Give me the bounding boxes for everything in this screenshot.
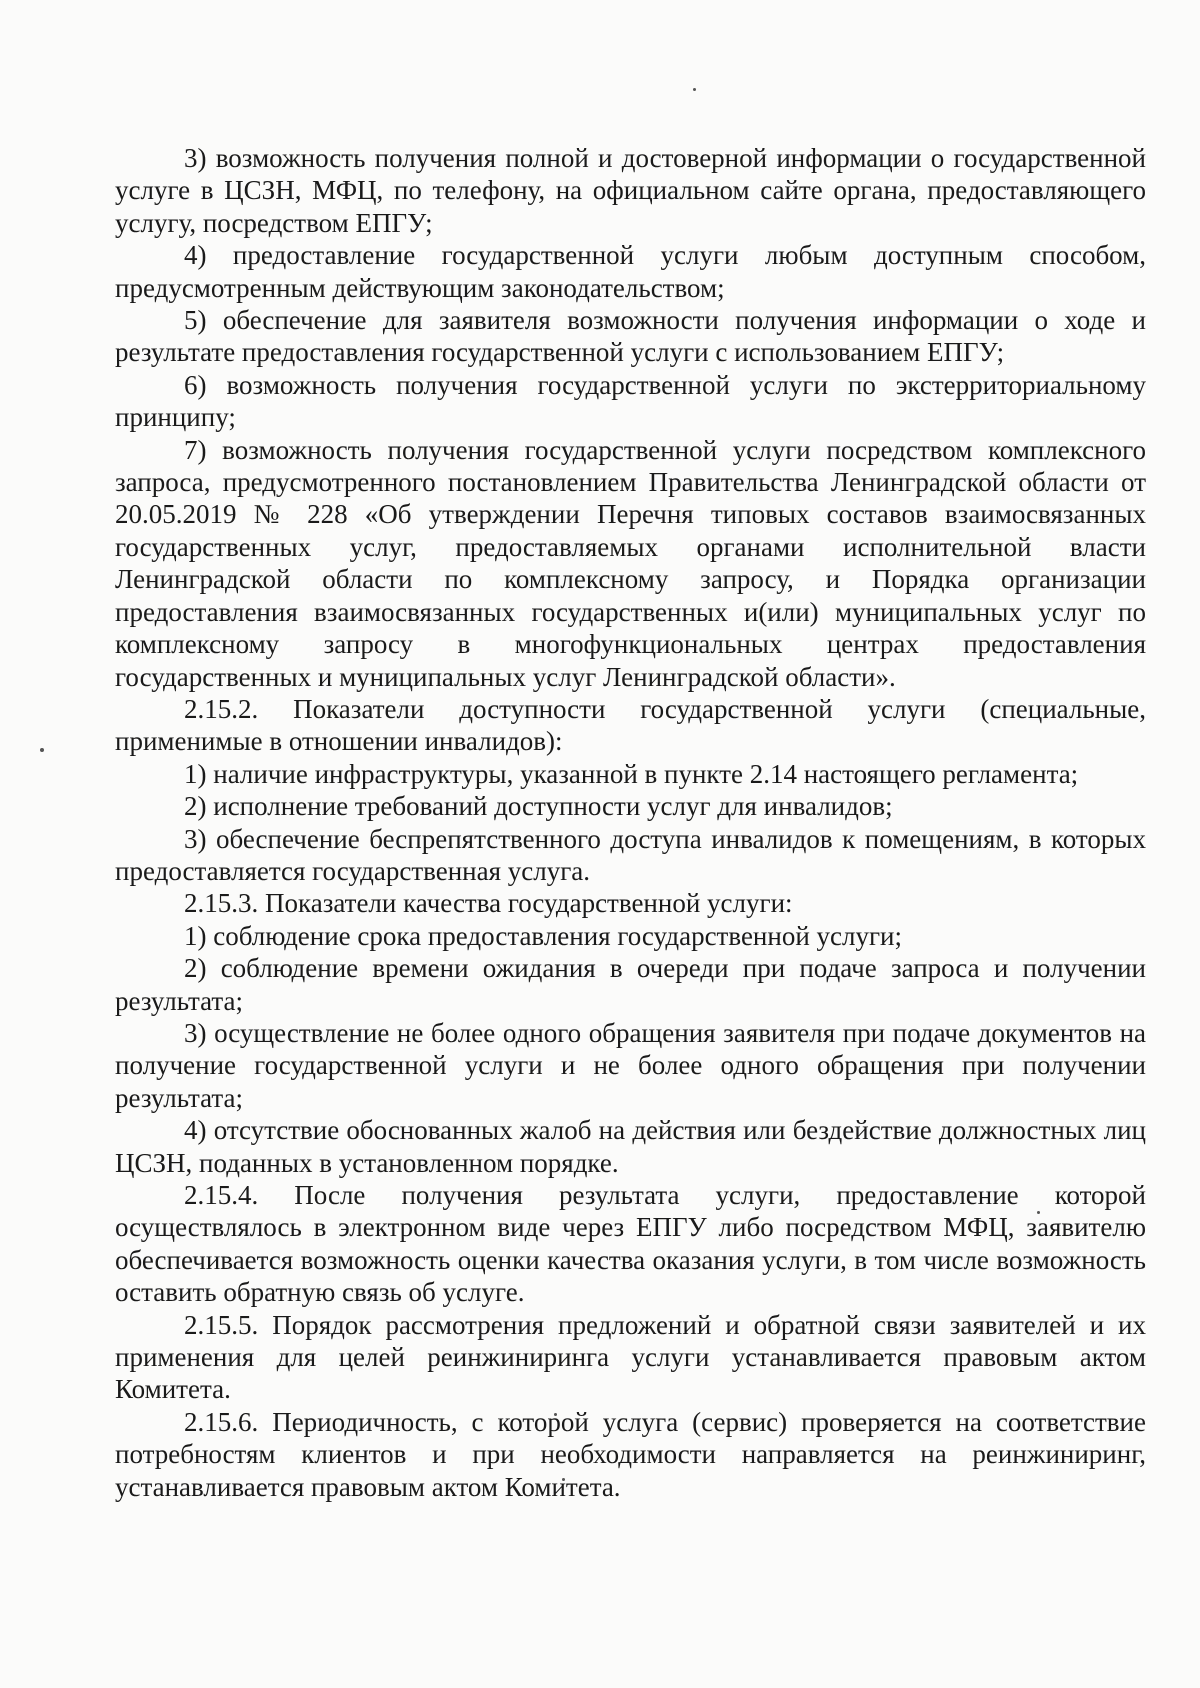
scan-speck: [693, 88, 696, 91]
document-body: [115, 142, 1146, 1503]
list-item-any-method: 4) предоставление государственной услуги любым доступным способом, предусмотренным действующим законодательством;: [115, 240, 1146, 303]
section-2-15-4: 2.15.4. После получения результата услуги, предоставление которой осуществлялось в электронном виде через ЕПГУ либо посредством МФЦ, заявителю обеспечивается возможность оценки качества оказания услуги, в том числе возможность оставить обратную связь об услуге.: [115, 1180, 1146, 1308]
list-item-unobstructed-access: 3) обеспечение беспрепятственного доступа инвалидов к помещениям, в которых предоставляется государственная услуга.: [115, 823, 1146, 886]
list-item-complex-request: 7) возможность получения государственной услуги посредством комплексного запроса, предусмотренного постановлением Правительства Ленинградской области от 20.05.2019 № 228 «Об утверждении Перечня типовых составов взаимосвязанных государственных услуг, предоставляемых органами исполнительной власти Ленинградской области по комплексному запросу, и Порядка организации предоставления взаимосвязанных государственных и(или) муниципальных услуг по комплексному запросу в многофункциональных центрах предоставления государственных и муниципальных услуг Ленинградской области».: [115, 434, 1146, 692]
list-item-queue-time: 2) соблюдение времени ожидания в очереди при подаче запроса и получении результата;: [115, 953, 1146, 1016]
section-2-15-2: 2.15.2. Показатели доступности государственной услуги (специальные, применимые в отношении инвалидов):: [115, 693, 1146, 757]
scan-speck: [40, 748, 44, 752]
section-2-15-5: 2.15.5. Порядок рассмотрения предложений и обратной связи заявителей и их применения для целей реинжиниринга услуги устанавливается правовым актом Комитета.: [115, 1309, 1146, 1405]
list-item-infrastructure: 1) наличие инфраструктуры, указанной в пункте 2.14 настоящего регламента;: [184, 758, 1079, 789]
list-item-info-availability: 3) возможность получения полной и достоверной информации о государственной услуге в ЦСЗН, МФЦ, по телефону, на официальном сайте органа, предоставляющего услугу, посредством ЕПГУ;: [115, 143, 1146, 238]
list-item-single-appeal: 3) осуществление не более одного обращения заявителя при подаче документов на получение государственной услуги и не более одного обращения при получении результата;: [115, 1017, 1146, 1113]
list-item-accessibility-requirements: 2) исполнение требований доступности услуг для инвалидов;: [184, 791, 893, 822]
list-item-deadline: 1) соблюдение срока предоставления государственной услуги;: [184, 920, 903, 951]
list-item-progress-info: 5) обеспечение для заявителя возможности получения информации о ходе и результате предоставления государственной услуги с использованием ЕПГУ;: [115, 305, 1146, 368]
list-item-no-complaints: 4) отсутствие обоснованных жалоб на действия или бездействие должностных лиц ЦСЗН, поданных в установленном порядке.: [115, 1115, 1146, 1178]
section-2-15-3: 2.15.3. Показатели качества государственной услуги:: [184, 888, 793, 919]
section-2-15-6: 2.15.6. Периодичность, с которой услуга (сервис) проверяется на соответствие потребностям клиентов и при необходимости направляется на реинжиниринг, устанавливается правовым актом Комитета.: [115, 1406, 1146, 1502]
list-item-extraterritorial: 6) возможность получения государственной услуги по экстерриториальному принципу;: [115, 369, 1146, 433]
